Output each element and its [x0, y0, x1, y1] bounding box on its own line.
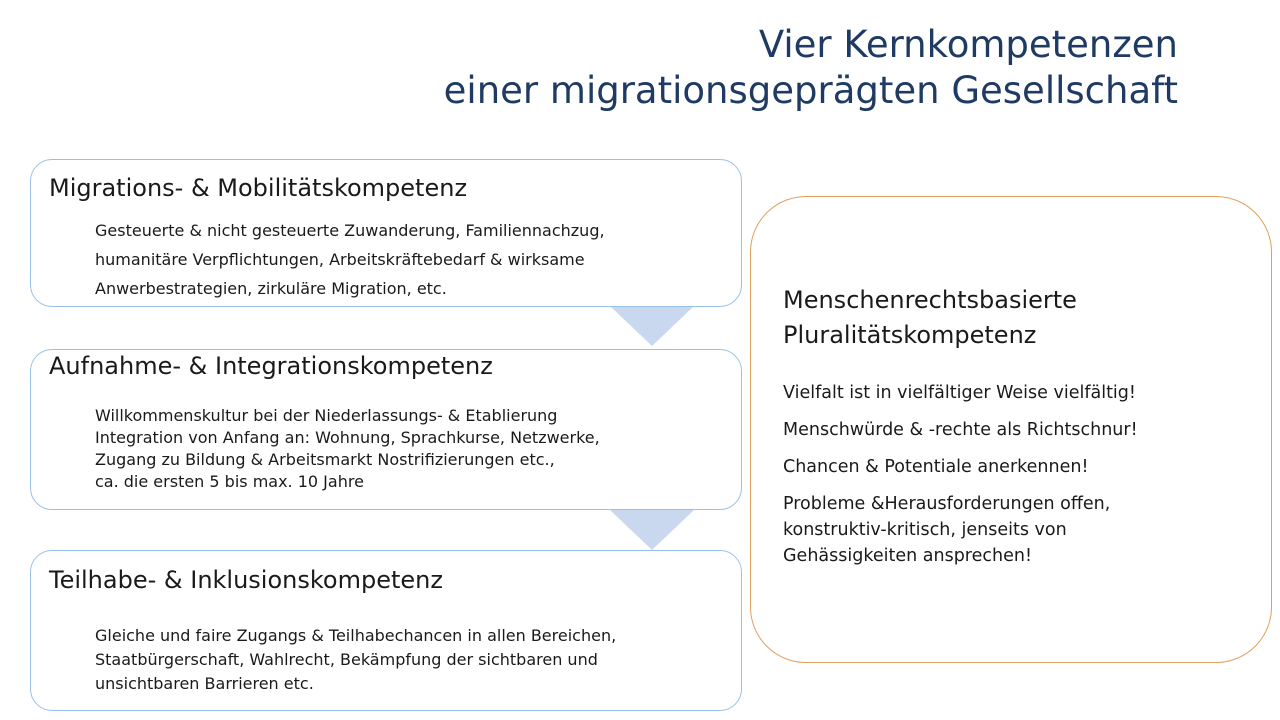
- statement-line: Vielfalt ist in vielfältiger Weise vielfältig!: [783, 383, 1136, 403]
- plurality-competence-panel: [750, 196, 1272, 663]
- panel-statement: [783, 417, 1138, 443]
- box-text-line: Zugang zu Bildung & Arbeitsmarkt Nostrifizierungen etc.,: [95, 450, 555, 469]
- panel-statement: [783, 454, 1138, 480]
- slide-title-line-1: Vier Kernkompetenzen: [758, 23, 1178, 66]
- panel-statement: [783, 491, 1138, 569]
- panel-statement: [783, 380, 1138, 406]
- competence-box-inclusion: [30, 550, 742, 711]
- flow-arrow-2: [610, 510, 694, 550]
- flow-arrow-1: [610, 306, 694, 346]
- box-title: Aufnahme- & Integrationskompetenz: [49, 352, 493, 380]
- competence-box-migration: [30, 159, 742, 307]
- box-title: Migrations- & Mobilitätskompetenz: [49, 174, 468, 202]
- statement-line: Gehässigkeiten ansprechen!: [783, 546, 1032, 566]
- slide-title-line-2: einer migrationsgeprägten Gesellschaft: [443, 69, 1178, 112]
- box-text-line: Anwerbestrategien, zirkuläre Migration, etc.: [95, 279, 447, 298]
- panel-title-line-2: Pluralitätskompetenz: [783, 321, 1037, 349]
- box-text-line: Gesteuerte & nicht gesteuerte Zuwanderung, Familiennachzug,: [95, 221, 605, 240]
- statement-line: konstruktiv-kritisch, jenseits von: [783, 520, 1067, 540]
- panel-statement-list: [783, 380, 1138, 580]
- box-text-line: unsichtbaren Barrieren etc.: [95, 674, 314, 693]
- competence-box-integration: [30, 349, 742, 510]
- box-text-line: Integration von Anfang an: Wohnung, Sprachkurse, Netzwerke,: [95, 428, 600, 447]
- box-text-line: Staatbürgerschaft, Wahlrecht, Bekämpfung der sichtbaren und: [95, 650, 598, 669]
- box-text-line: Gleiche und faire Zugangs & Teilhabechancen in allen Bereichen,: [95, 626, 617, 645]
- panel-title-line-1: Menschenrechtsbasierte: [783, 286, 1077, 314]
- box-description: [95, 216, 731, 303]
- box-text-line: Willkommenskultur bei der Niederlassungs- & Etablierung: [95, 406, 558, 425]
- statement-line: Probleme &Herausforderungen offen,: [783, 494, 1111, 514]
- slide-title: [444, 22, 1178, 114]
- statement-line: Menschwürde & -rechte als Richtschnur!: [783, 420, 1138, 440]
- statement-line: Chancen & Potentiale anerkennen!: [783, 457, 1089, 477]
- box-text-line: ca. die ersten 5 bis max. 10 Jahre: [95, 472, 364, 491]
- box-description: [95, 624, 731, 696]
- panel-title: [783, 283, 1077, 353]
- box-description: [95, 405, 731, 493]
- box-title: Teilhabe- & Inklusionskompetenz: [49, 566, 443, 594]
- box-text-line: humanitäre Verpflichtungen, Arbeitskräftebedarf & wirksame: [95, 250, 585, 269]
